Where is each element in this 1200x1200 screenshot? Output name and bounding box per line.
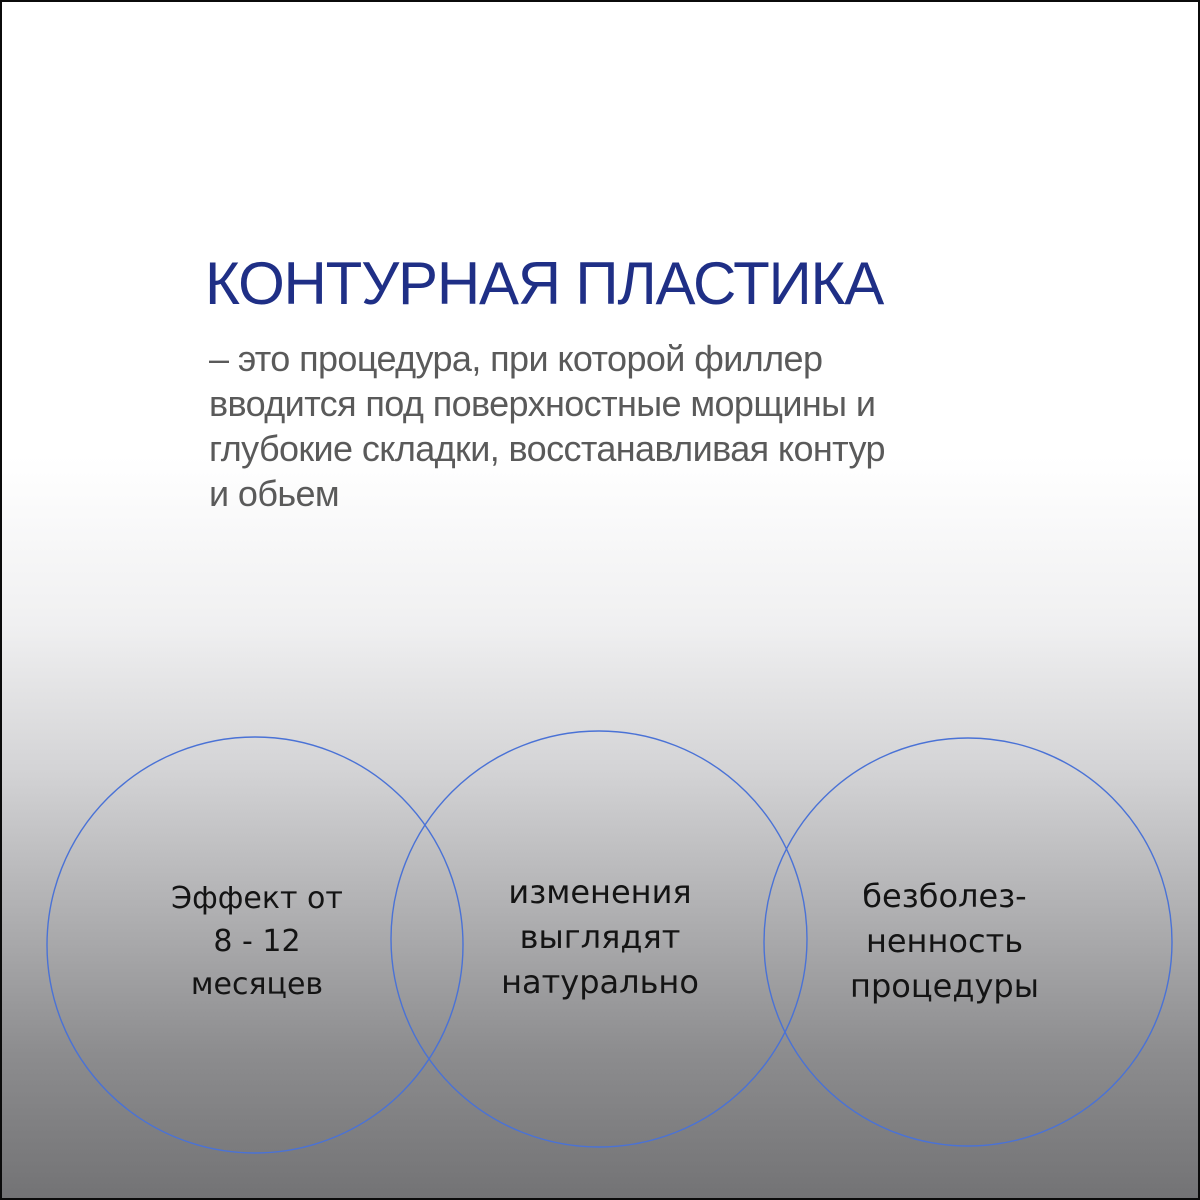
benefit-label-line: безболез- <box>862 877 1027 915</box>
description-line: – это процедура, при которой филлер <box>209 338 823 379</box>
benefit-label-line: ненность <box>865 922 1024 960</box>
benefit-label-natural <box>480 870 720 1005</box>
benefit-label-painless <box>832 874 1057 1009</box>
benefit-label-line: изменения <box>508 873 692 911</box>
benefit-label-line: выглядят <box>519 918 681 956</box>
benefit-circles-diagram <box>2 2 1200 1200</box>
description-line: и обьем <box>209 473 340 514</box>
benefit-label-duration <box>152 877 362 1006</box>
benefit-label-line: Эффект от <box>171 881 343 916</box>
description-line: вводится под поверхностные морщины и <box>209 383 876 424</box>
benefit-label-line: 8 - 12 <box>213 924 301 959</box>
page-title: КОНТУРНАЯ ПЛАСТИКА <box>205 250 884 317</box>
description-line: глубокие складки, восстанавливая контур <box>209 428 885 469</box>
benefit-label-line: месяцев <box>190 967 324 1002</box>
benefit-label-line: процедуры <box>850 967 1039 1005</box>
benefit-label-line: натурально <box>501 963 699 1001</box>
